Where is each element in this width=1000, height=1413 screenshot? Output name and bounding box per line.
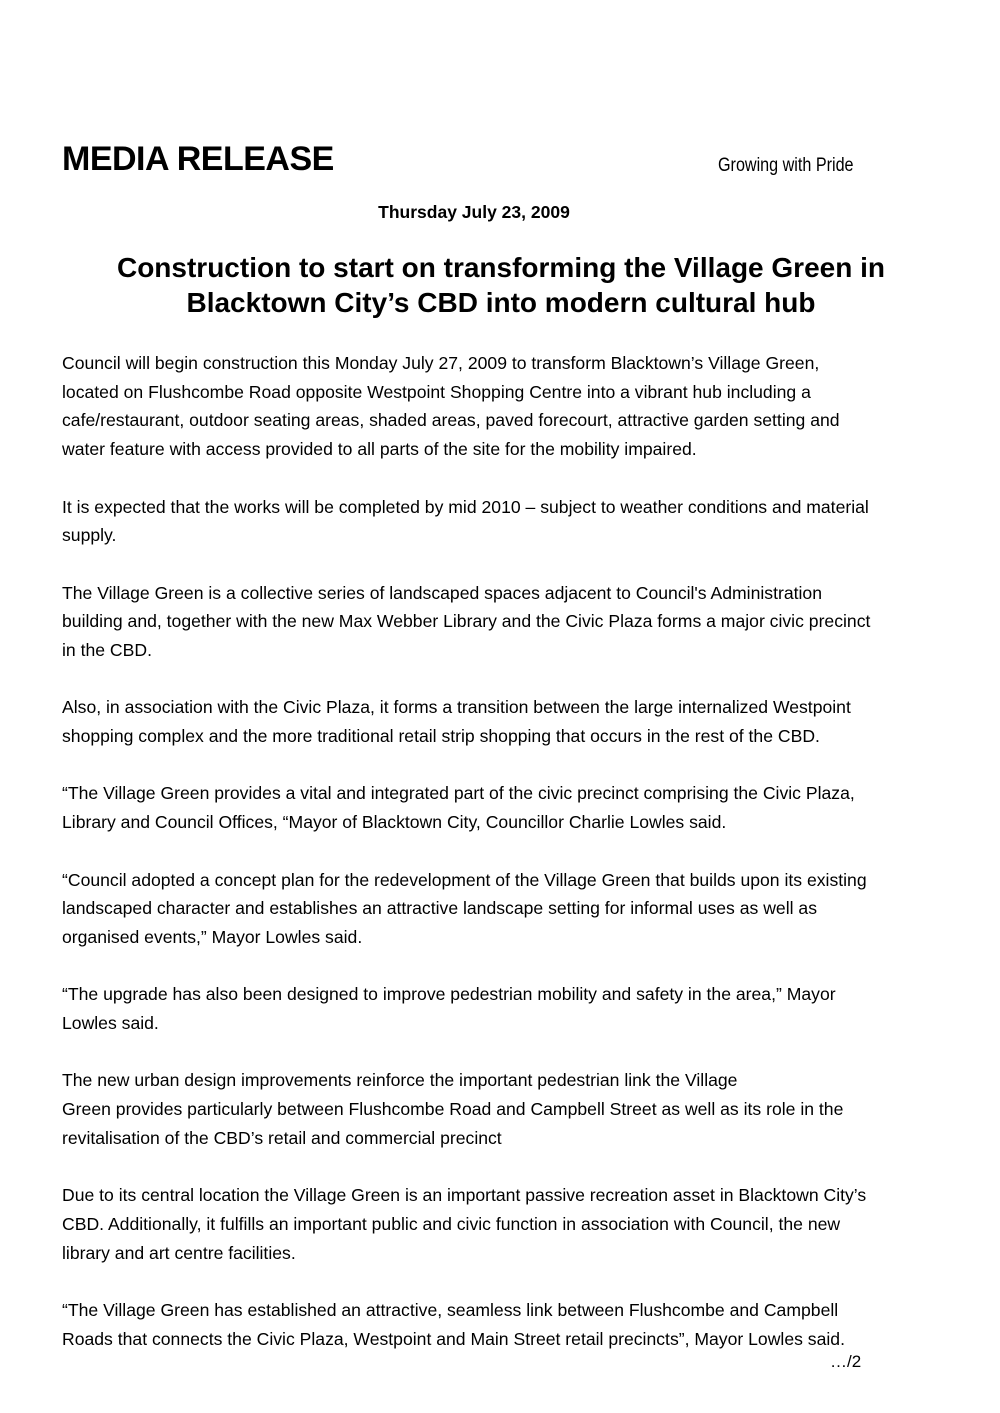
paragraph-line: “The Village Green provides a vital and integrated part of the civic precinct comprising the Civic Plaza,	[62, 783, 855, 804]
paragraph-line: in the CBD.	[62, 640, 152, 660]
paragraph	[62, 1296, 870, 1353]
paragraph-line: organised events,” Mayor Lowles said.	[62, 926, 363, 947]
paragraph-line: library and art centre facilities.	[62, 1242, 296, 1263]
paragraph	[62, 1181, 870, 1267]
tagline: Growing with Pride	[718, 155, 854, 176]
paragraph-line: The Village Green is a collective series of landscaped spaces adjacent to Council's Administration	[62, 582, 822, 603]
paragraph-line: Council will begin construction this Monday July 27, 2009 to transform Blacktown’s Village Green,	[62, 353, 820, 373]
paragraph-line: located on Flushcombe Road opposite Westpoint Shopping Centre into a vibrant hub including a	[62, 381, 811, 402]
paragraph-line: landscaped character and establishes an attractive landscape setting for informal uses as well as	[62, 898, 817, 919]
headline	[0, 250, 1000, 320]
paragraph-line: Due to its central location the Village Green is an important passive recreation asset in Blacktown City’s	[62, 1185, 867, 1206]
paragraph-line: Library and Council Offices, “Mayor of Blacktown City, Councillor Charlie Lowles said.	[62, 812, 727, 833]
paragraph	[62, 1066, 870, 1152]
page-continuation: …/2	[830, 1352, 862, 1371]
paragraph-line: CBD. Additionally, it fulfills an important public and civic function in association with Council, the new	[62, 1213, 841, 1234]
paragraph	[62, 866, 870, 952]
paragraph	[62, 579, 870, 665]
headline-line: Blacktown City’s CBD into modern cultural hub	[186, 287, 816, 318]
paragraph-line: building and, together with the new Max Webber Library and the Civic Plaza forms a major civic precinct	[62, 611, 871, 632]
paragraph-line: water feature with access provided to all parts of the site for the mobility impaired.	[62, 439, 697, 460]
paragraph	[62, 493, 870, 550]
headline-line: Construction to start on transforming the Village Green in	[116, 252, 885, 283]
paragraph-line: revitalisation of the CBD’s retail and commercial precinct	[62, 1127, 502, 1148]
paragraph-line: “The Village Green has established an attractive, seamless link between Flushcombe and Campbell	[62, 1300, 839, 1321]
paragraph-line: “Council adopted a concept plan for the redevelopment of the Village Green that builds upon its existing	[62, 869, 867, 890]
paragraph-line: “The upgrade has also been designed to improve pedestrian mobility and safety in the area,” Mayor	[62, 984, 836, 1005]
paragraph-line: Roads that connects the Civic Plaza, Westpoint and Main Street retail precincts”, Mayor Lowles said.	[62, 1328, 845, 1349]
paragraph-line: shopping complex and the more traditional retail strip shopping that occurs in the rest of the CBD.	[62, 726, 820, 747]
paragraph-line: Lowles said.	[62, 1013, 159, 1034]
paragraph-line: supply.	[62, 525, 117, 546]
paragraph	[62, 693, 870, 750]
paragraph	[62, 980, 870, 1037]
paragraph-line: Green provides particularly between Flushcombe Road and Campbell Street as well as its role in the	[62, 1099, 844, 1120]
paragraph-line: Also, in association with the Civic Plaza, it forms a transition between the large internalized Westpoint	[62, 697, 851, 718]
media-release-heading: MEDIA RELEASE	[62, 140, 334, 178]
paragraph	[62, 779, 870, 836]
release-date: Thursday July 23, 2009	[378, 202, 570, 222]
paragraph-line: It is expected that the works will be completed by mid 2010 – subject to weather conditions and material	[62, 496, 869, 517]
paragraph-line: cafe/restaurant, outdoor seating areas, shaded areas, paved forecourt, attractive garden setting and	[62, 410, 840, 431]
paragraph	[62, 349, 870, 464]
paragraph-line: The new urban design improvements reinforce the important pedestrian link the Village	[62, 1070, 738, 1091]
article-body	[62, 349, 870, 1382]
